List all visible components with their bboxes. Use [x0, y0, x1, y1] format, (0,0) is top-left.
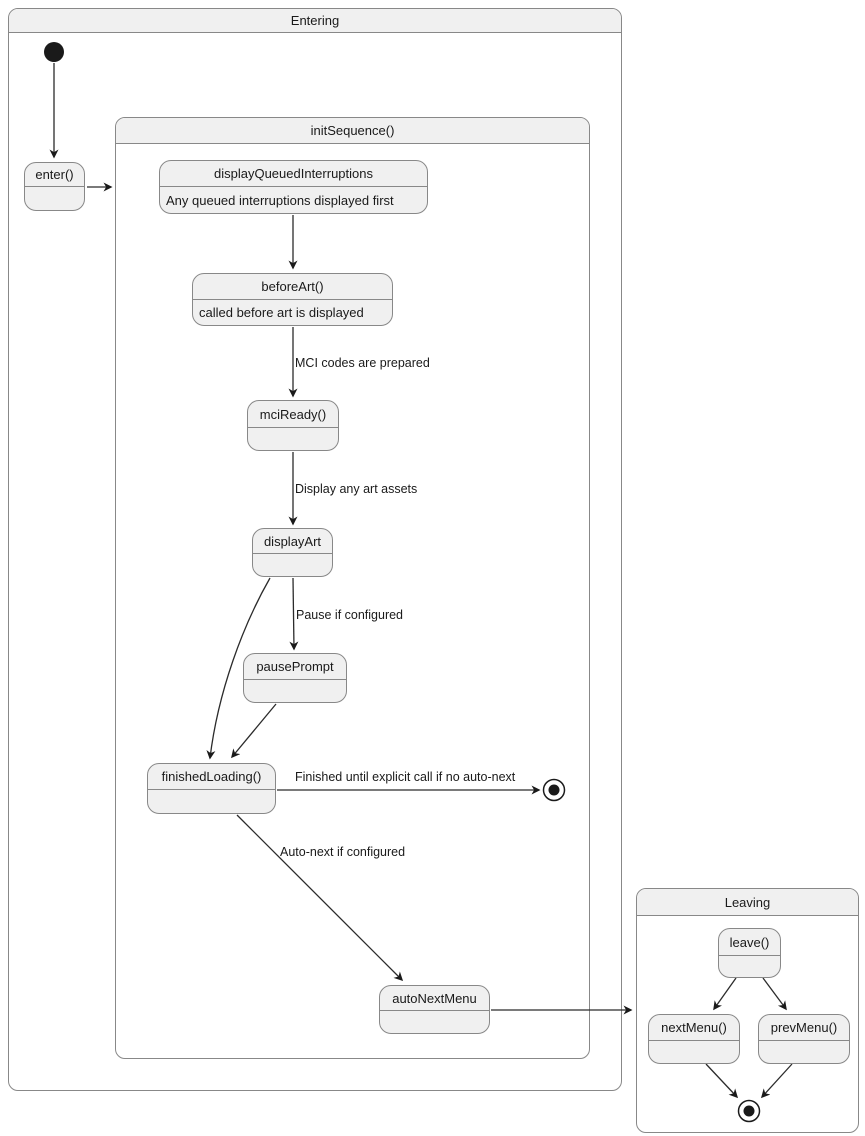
- state-finished-loading-title: finishedLoading(): [148, 764, 275, 790]
- state-next-menu-body: [649, 1041, 739, 1063]
- state-enter-body: [25, 187, 84, 210]
- composite-state-init-sequence: [115, 117, 590, 1059]
- state-display-art-title: displayArt: [253, 529, 332, 554]
- state-pause-prompt-title: pausePrompt: [244, 654, 346, 680]
- state-display-queued-interruptions-description: Any queued interruptions displayed first: [166, 192, 394, 208]
- composite-title-entering: Entering: [9, 9, 621, 33]
- edge-label-pause-if-configured: Pause if configured: [296, 608, 404, 622]
- state-before-art-description: called before art is displayed: [199, 305, 364, 320]
- composite-title-init-sequence: initSequence(): [116, 118, 589, 144]
- edge-label-display-art-assets: Display any art assets: [295, 482, 418, 496]
- state-prev-menu-body: [759, 1041, 849, 1063]
- state-display-art: [252, 528, 333, 577]
- composite-title-leaving: Leaving: [637, 889, 858, 916]
- state-before-art-title: beforeArt(): [193, 274, 392, 300]
- edge-label-auto-next-if-configured: Auto-next if configured: [280, 845, 406, 859]
- state-auto-next-menu-body: [380, 1011, 489, 1033]
- state-auto-next-menu-title: autoNextMenu: [380, 986, 489, 1011]
- state-before-art: [192, 273, 393, 326]
- edge-label-mci-codes: MCI codes are prepared: [295, 356, 430, 370]
- state-mci-ready-title: mciReady(): [248, 401, 338, 428]
- state-finished-loading-body: [148, 790, 275, 813]
- state-leave-body: [719, 956, 780, 977]
- state-mci-ready: [247, 400, 339, 451]
- state-display-art-body: [253, 554, 332, 576]
- state-display-queued-interruptions-title: displayQueuedInterruptions: [160, 161, 427, 187]
- state-finished-loading: [147, 763, 276, 814]
- state-prev-menu: [758, 1014, 850, 1064]
- edge-label-finished-until-explicit: Finished until explicit call if no auto-next: [295, 770, 516, 784]
- state-pause-prompt-body: [244, 680, 346, 702]
- state-mci-ready-body: [248, 428, 338, 450]
- state-next-menu: [648, 1014, 740, 1064]
- state-display-queued-interruptions: [159, 160, 428, 214]
- state-leave: [718, 928, 781, 978]
- state-leave-title: leave(): [719, 929, 780, 956]
- state-enter: [24, 162, 85, 211]
- state-prev-menu-title: prevMenu(): [759, 1015, 849, 1041]
- state-auto-next-menu: [379, 985, 490, 1034]
- state-pause-prompt: [243, 653, 347, 703]
- composite-state-leaving: [636, 888, 859, 1133]
- state-enter-title: enter(): [25, 163, 84, 187]
- state-next-menu-title: nextMenu(): [649, 1015, 739, 1041]
